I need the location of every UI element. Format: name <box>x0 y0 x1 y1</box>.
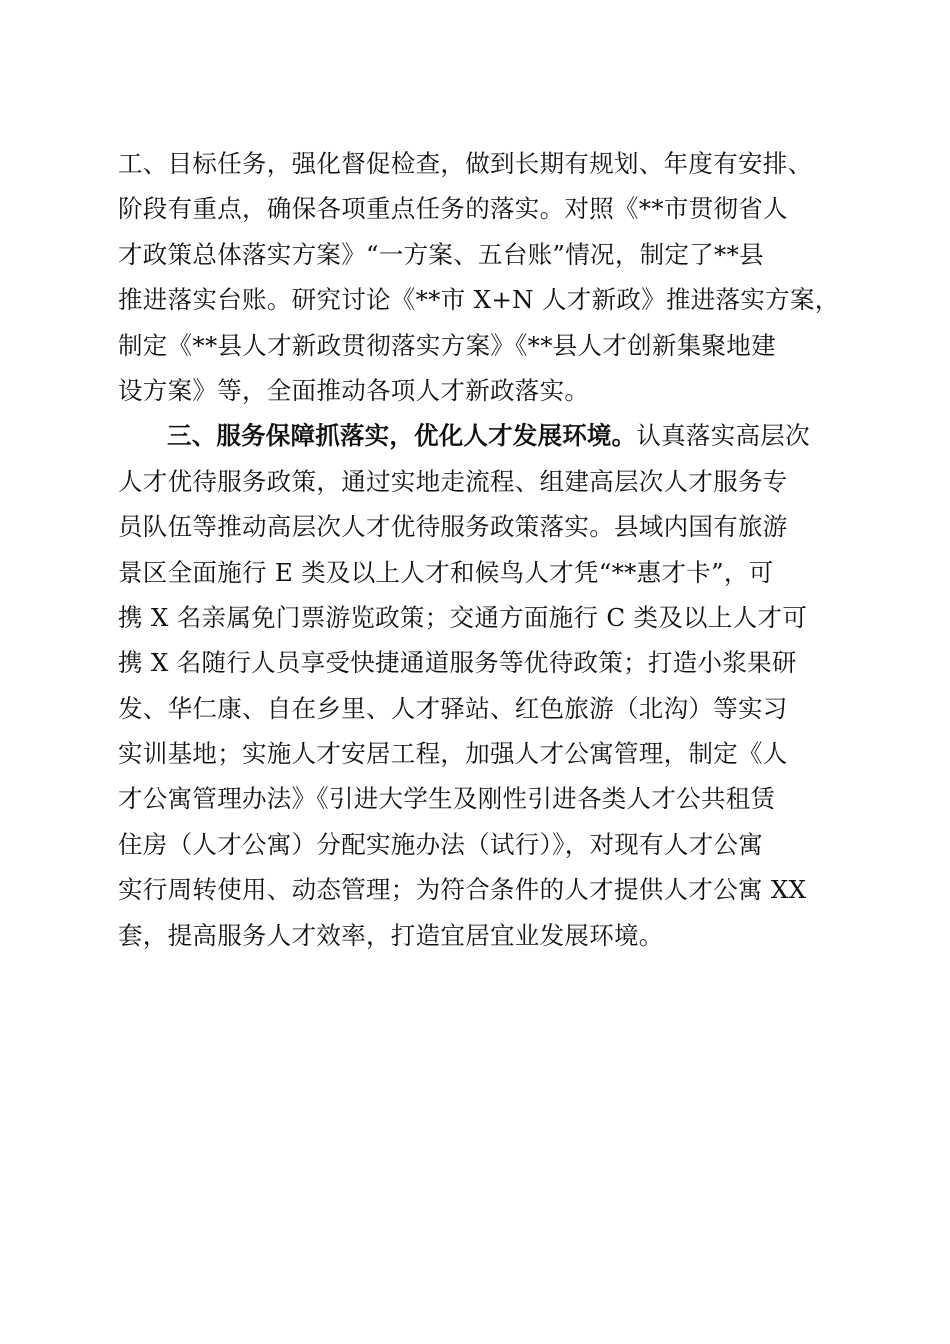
text-line: 实行周转使用、动态管理；为符合条件的人才提供人才公寓 XX <box>118 875 807 905</box>
text-line: 发、华仁康、自在乡里、人才驿站、红色旅游（北沟）等实习 <box>118 693 788 723</box>
section-3-heading: 三、服务保障抓落实，优化人才发展环境。 <box>167 421 637 451</box>
text-line: 景区全面施行 E 类及以上人才和候鸟人才凭“**惠才卡”，可 <box>118 557 774 587</box>
text-line: 实训基地；实施人才安居工程，加强人才公寓管理，制定《人 <box>118 739 788 769</box>
text-line: 住房（人才公寓）分配实施办法（试行）》，对现有人才公寓 <box>118 829 764 859</box>
text-line: 携 X 名亲属免门票游览政策；交通方面施行 C 类及以上人才可 <box>118 602 808 632</box>
text-line: 套，提高服务人才效率，打造宜居宜业发展环境。 <box>118 920 664 950</box>
text-line: 制定《**县人才新政贯彻落实方案》《**县人才创新集聚地建 <box>118 330 776 360</box>
text-line: 阶段有重点，确保各项重点任务的落实。对照《**市贯彻省人 <box>118 194 788 224</box>
text-line: 才政策总体落实方案》“一方案、五台账”情况，制定了**县 <box>118 239 764 269</box>
paragraph-continuation <box>118 141 838 413</box>
text-line: 人才优待服务政策，通过实地走流程、组建高层次人才服务专 <box>118 466 788 496</box>
text-line: 推进落实台账。研究讨论《**市 X+N 人才新政》推进落实方案， <box>118 285 840 315</box>
text-line: 才公寓管理办法》《引进大学生及刚性引进各类人才公共租赁 <box>118 784 776 814</box>
document-body <box>118 141 838 958</box>
section-3-paragraph <box>118 413 838 958</box>
text-line: 携 X 名随行人员享受快捷通道服务等优待政策；打造小浆果研 <box>118 648 797 678</box>
text-line: 员队伍等推动高层次人才优待服务政策落实。县域内国有旅游 <box>118 512 788 542</box>
section-3-first-line-text: 认真落实高层次 <box>636 421 810 451</box>
section-3-first-line <box>118 413 838 458</box>
text-line: 设方案》等，全面推动各项人才新政落实。 <box>118 375 590 405</box>
text-line: 工、目标任务，强化督促检查，做到长期有规划、年度有安排、 <box>118 149 813 178</box>
